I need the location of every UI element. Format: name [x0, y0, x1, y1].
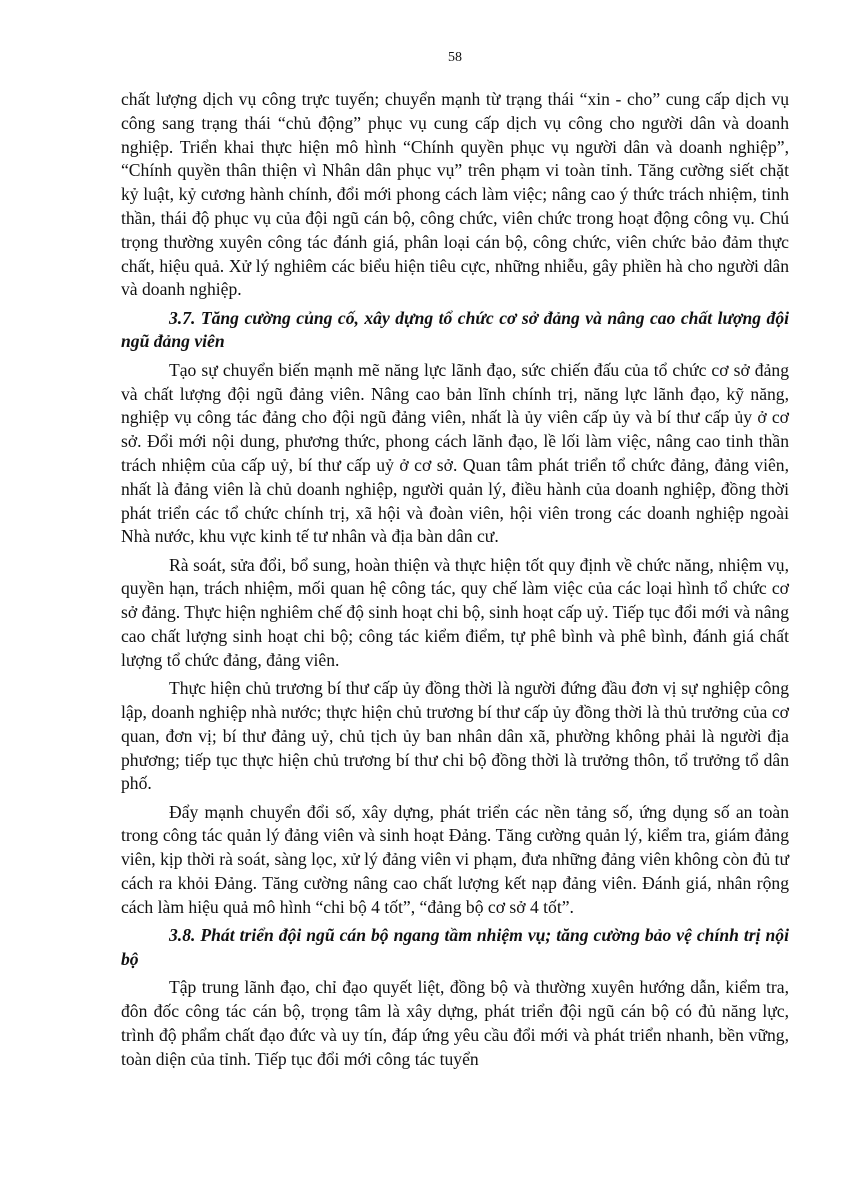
paragraph: Thực hiện chủ trương bí thư cấp ủy đồng thời là người đứng đầu đơn vị sự nghiệp công lập, doanh nghiệp nhà nước; thực hiện chủ trương bí thư cấp ủy đồng thời là thủ trưởng của cơ quan, đơn vị; bí thư đảng uỷ, chủ tịch ủy ban nhân dân xã, phường không phải là người địa phương; tiếp tục thực hiện chủ trương bí thư chi bộ đồng thời là trưởng thôn, tổ trưởng tổ dân phố.	[121, 678, 789, 794]
paragraph: Tập trung lãnh đạo, chỉ đạo quyết liệt, đồng bộ và thường xuyên hướng dẫn, kiểm tra, đôn đốc công tác cán bộ, trọng tâm là xây dựng, phát triển đội ngũ cán bộ có đủ năng lực, trình độ phẩm chất đạo đức và uy tín, đáp ứng yêu cầu đổi mới và phát triển nhanh, bền vững, toàn diện của tỉnh. Tiếp tục đổi mới công tác tuyển	[121, 977, 789, 1069]
page-number: 58	[448, 50, 462, 65]
paragraph: Tạo sự chuyển biến mạnh mẽ năng lực lãnh đạo, sức chiến đấu của tổ chức cơ sở đảng và chất lượng đội ngũ đảng viên. Nâng cao bản lĩnh chính trị, năng lực lãnh đạo, kỹ năng, nghiệp vụ công tác đảng cho đội ngũ đảng viên, nhất là ủy viên cấp ủy và bí thư cấp ủy ở cơ sở. Đổi mới nội dung, phương thức, phong cách lãnh đạo, lề lối làm việc, nâng cao tinh thần trách nhiệm của cấp uỷ, bí thư cấp uỷ ở cơ sở. Quan tâm phát triển tổ chức đảng, đảng viên, nhất là đảng viên là chủ doanh nghiệp, người quản lý, điều hành của doanh nghiệp, đồng thời phát triển các tổ chức chính trị, xã hội và đoàn viên, hội viên trong các doanh nghiệp ngoài Nhà nước, khu vực kinh tế tư nhân và địa bàn dân cư.	[121, 359, 789, 547]
page-content	[121, 88, 789, 1076]
section-heading-3-8: 3.8. Phát triển đội ngũ cán bộ ngang tầm nhiệm vụ; tăng cường bảo vệ chính trị nội bộ	[121, 925, 789, 969]
paragraph: Đẩy mạnh chuyển đổi số, xây dựng, phát triển các nền tảng số, ứng dụng số an toàn trong công tác quản lý đảng viên và sinh hoạt Đảng. Tăng cường quản lý, kiểm tra, giám đảng viên, kịp thời rà soát, sàng lọc, xử lý đảng viên vi phạm, đưa những đảng viên không còn đủ tư cách ra khỏi Đảng. Tăng cường nâng cao chất lượng kết nạp đảng viên. Đánh giá, nhân rộng cách làm hiệu quả mô hình “chi bộ 4 tốt”, “đảng bộ cơ sở 4 tốt”.	[121, 801, 790, 917]
section-heading-3-7: 3.7. Tăng cường củng cố, xây dựng tổ chức cơ sở đảng và nâng cao chất lượng đội ngũ đảng viên	[121, 307, 789, 352]
paragraph: Rà soát, sửa đổi, bổ sung, hoàn thiện và thực hiện tốt quy định về chức năng, nhiệm vụ, quyền hạn, trách nhiệm, mối quan hệ công tác, quy chế làm việc của các loại hình tổ chức cơ sở đảng. Thực hiện nghiêm chế độ sinh hoạt chi bộ, sinh hoạt cấp uỷ. Tiếp tục đổi mới và nâng cao chất lượng sinh hoạt chi bộ; công tác kiểm điểm, tự phê bình và phê bình, đánh giá chất lượng tổ chức đảng, đảng viên.	[121, 554, 789, 670]
paragraph-continued: chất lượng dịch vụ công trực tuyến; chuyển mạnh từ trạng thái “xin - cho” cung cấp dịch vụ công sang trạng thái “chủ động” phục vụ cung cấp dịch vụ công cho người dân và doanh nghiệp. Triển khai thực hiện mô hình “Chính quyền phục vụ người dân và doanh nghiệp”, “Chính quyền thân thiện vì Nhân dân phục vụ” trên phạm vi toàn tỉnh. Tăng cường siết chặt kỷ luật, kỷ cương hành chính, đổi mới phong cách làm việc; nâng cao ý thức trách nhiệm, tinh thần, thái độ phục vụ của đội ngũ cán bộ, công chức, viên chức trong hoạt động công vụ. Chú trọng thường xuyên công tác đánh giá, phân loại cán bộ, công chức, viên chức bảo đảm thực chất, hiệu quả. Xử lý nghiêm các biểu hiện tiêu cực, những nhiễu, gây phiền hà cho người dân và doanh nghiệp.	[121, 89, 789, 300]
